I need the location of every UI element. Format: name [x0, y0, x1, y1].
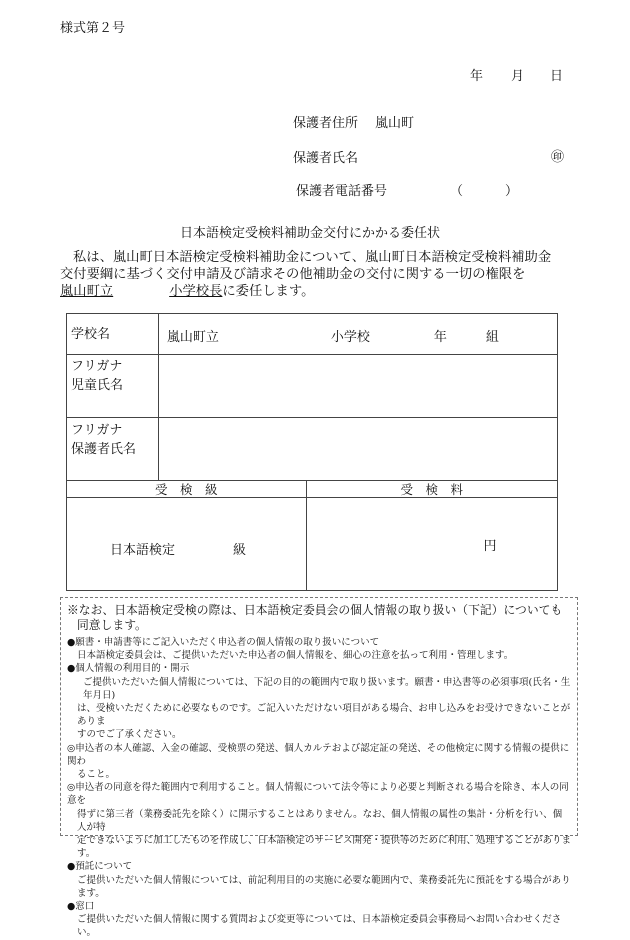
guardian-address-value: 嵐山町	[375, 116, 415, 131]
class-label: 組	[485, 330, 499, 345]
school-row	[67, 314, 558, 355]
form-number: 様式第２号	[60, 21, 126, 36]
body-line-3-rest: に委任します。	[222, 284, 315, 299]
exam-level-field[interactable]	[67, 498, 307, 591]
guardian-name-field[interactable]	[158, 418, 557, 481]
school-field[interactable]	[158, 314, 557, 355]
child-furigana-label: フリガナ	[71, 359, 123, 374]
guardian-name-label: 保護者氏名	[293, 151, 359, 166]
notice-section-2-body-1: ご提供いただいた個人情報については、下記の目的の範囲内で取り扱います。願書・申込書等の必須事項(氏名・生年月日)	[83, 676, 571, 701]
notice-section-1-body: 日本語検定委員会は、ご提供いただいた申込者の個人情報を、細心の注意を払って利用・管理します。	[77, 650, 514, 662]
phone-open-paren: （	[450, 184, 464, 199]
notice-section-2-item-1b: ること。	[77, 769, 116, 781]
child-name-label: 児童氏名	[71, 378, 124, 393]
body-line-1: 私は、嵐山町日本語検定受検料補助金について、嵐山町日本語検定受検料補助金	[73, 250, 552, 265]
body-line-3	[60, 283, 580, 300]
guardian-name-label-cell	[67, 418, 159, 481]
notice-section-2-item-2b: 得ずに第三者（業務委託先を除く）に開示することはありません。なお、個人情報の属性の集計・分析を行い、個人が特	[77, 808, 563, 833]
notice-lead	[67, 603, 571, 633]
date-year-label: 年	[470, 69, 484, 84]
grade-label: 年	[433, 330, 447, 345]
child-name-row	[67, 355, 558, 418]
exam-value-row	[67, 498, 558, 591]
privacy-notice-box	[60, 597, 578, 939]
notice-section-4-heading: ●窓口	[67, 901, 95, 913]
school-label: 学校名	[67, 314, 159, 355]
exam-fee-header: 受 検 料	[306, 481, 558, 498]
notice-section-2-body-2: は、受検いただくために必要なものです。ご記入いただけない項目がある場合、お申し込みをお受けできないことがありま	[77, 703, 571, 728]
notice-section-2-item-2a: ◎申込者の同意を得た範囲内で利用すること。個人情報について法令等により必要と判断される場合を除き、本人の同意を	[67, 782, 569, 807]
notice-lead-line-1: ※なお、日本語検定受検の際は、日本語検定委員会の個人情報の取り扱い（下記）についても	[67, 603, 563, 617]
body-line-2: 交付要綱に基づく交付申請及び請求その他補助金の交付に関する一切の権限を	[60, 267, 526, 282]
notice-section-3-heading: ●預託について	[67, 861, 133, 873]
notice-section-2-item-1a: ◎申込者の本人確認、入金の確認、受検票の発送、個人カルテおよび認定証の発送、その他検定に関する情報の提供に関わ	[67, 742, 570, 767]
notice-section-1-heading: ●願書・申請書等にご記入いただく申込者の個人情報の取り扱いについて	[67, 637, 380, 648]
seal-mark: ㊞	[551, 150, 565, 165]
guardian-name-table-label: 保護者氏名	[71, 442, 137, 457]
body-paragraph	[60, 249, 580, 300]
school-prefix: 嵐山町立	[60, 284, 114, 299]
exam-header-row	[67, 481, 558, 498]
guardian-phone-label: 保護者電話番号	[296, 184, 388, 199]
exam-level-text: 日本語検定	[110, 543, 176, 558]
notice-section-4-body: ご提供いただいた個人情報に関する質問および変更等については、日本語検定委員会事務局へお問い合わせください。	[77, 914, 562, 939]
date-month-label: 月	[511, 69, 525, 84]
child-name-field[interactable]	[158, 355, 557, 418]
exam-level-header: 受 検 級	[67, 481, 307, 498]
phone-close-paren: ）	[505, 184, 519, 199]
exam-level-unit: 級	[233, 543, 247, 558]
school-suffix: 小学校長	[169, 284, 223, 299]
guardian-furigana-label: フリガナ	[71, 423, 123, 438]
notice-lead-line-2: 同意します。	[77, 618, 147, 632]
notice-section-2-heading: ●個人情報の利用目的・開示	[67, 663, 190, 675]
application-table	[66, 313, 558, 591]
school-name-underlined	[60, 284, 222, 299]
child-name-label-cell	[67, 355, 159, 418]
date-day-label: 日	[550, 69, 564, 84]
school-field-suffix: 小学校	[330, 330, 370, 345]
guardian-address-label: 保護者住所	[293, 116, 359, 131]
exam-fee-unit: 円	[483, 539, 497, 554]
notice-section-3-body: ご提供いただいた個人情報については、前記利用目的の実施に必要な範囲内で、業務委託先に預託をする場合があります。	[77, 874, 571, 899]
exam-fee-field[interactable]	[306, 498, 558, 591]
page-title: 日本語検定受検料補助金交付にかかる委任状	[180, 226, 441, 241]
guardian-name-row	[67, 418, 558, 481]
school-field-prefix: 嵐山町立	[166, 330, 219, 345]
notice-section-2-body-3: すのでご了承ください。	[77, 729, 182, 741]
notice-section-2-item-2c: 定できないように加工したものを作成し、日本語検定のサービス開発・提供等のために利用、処理することがあります。	[77, 835, 572, 860]
